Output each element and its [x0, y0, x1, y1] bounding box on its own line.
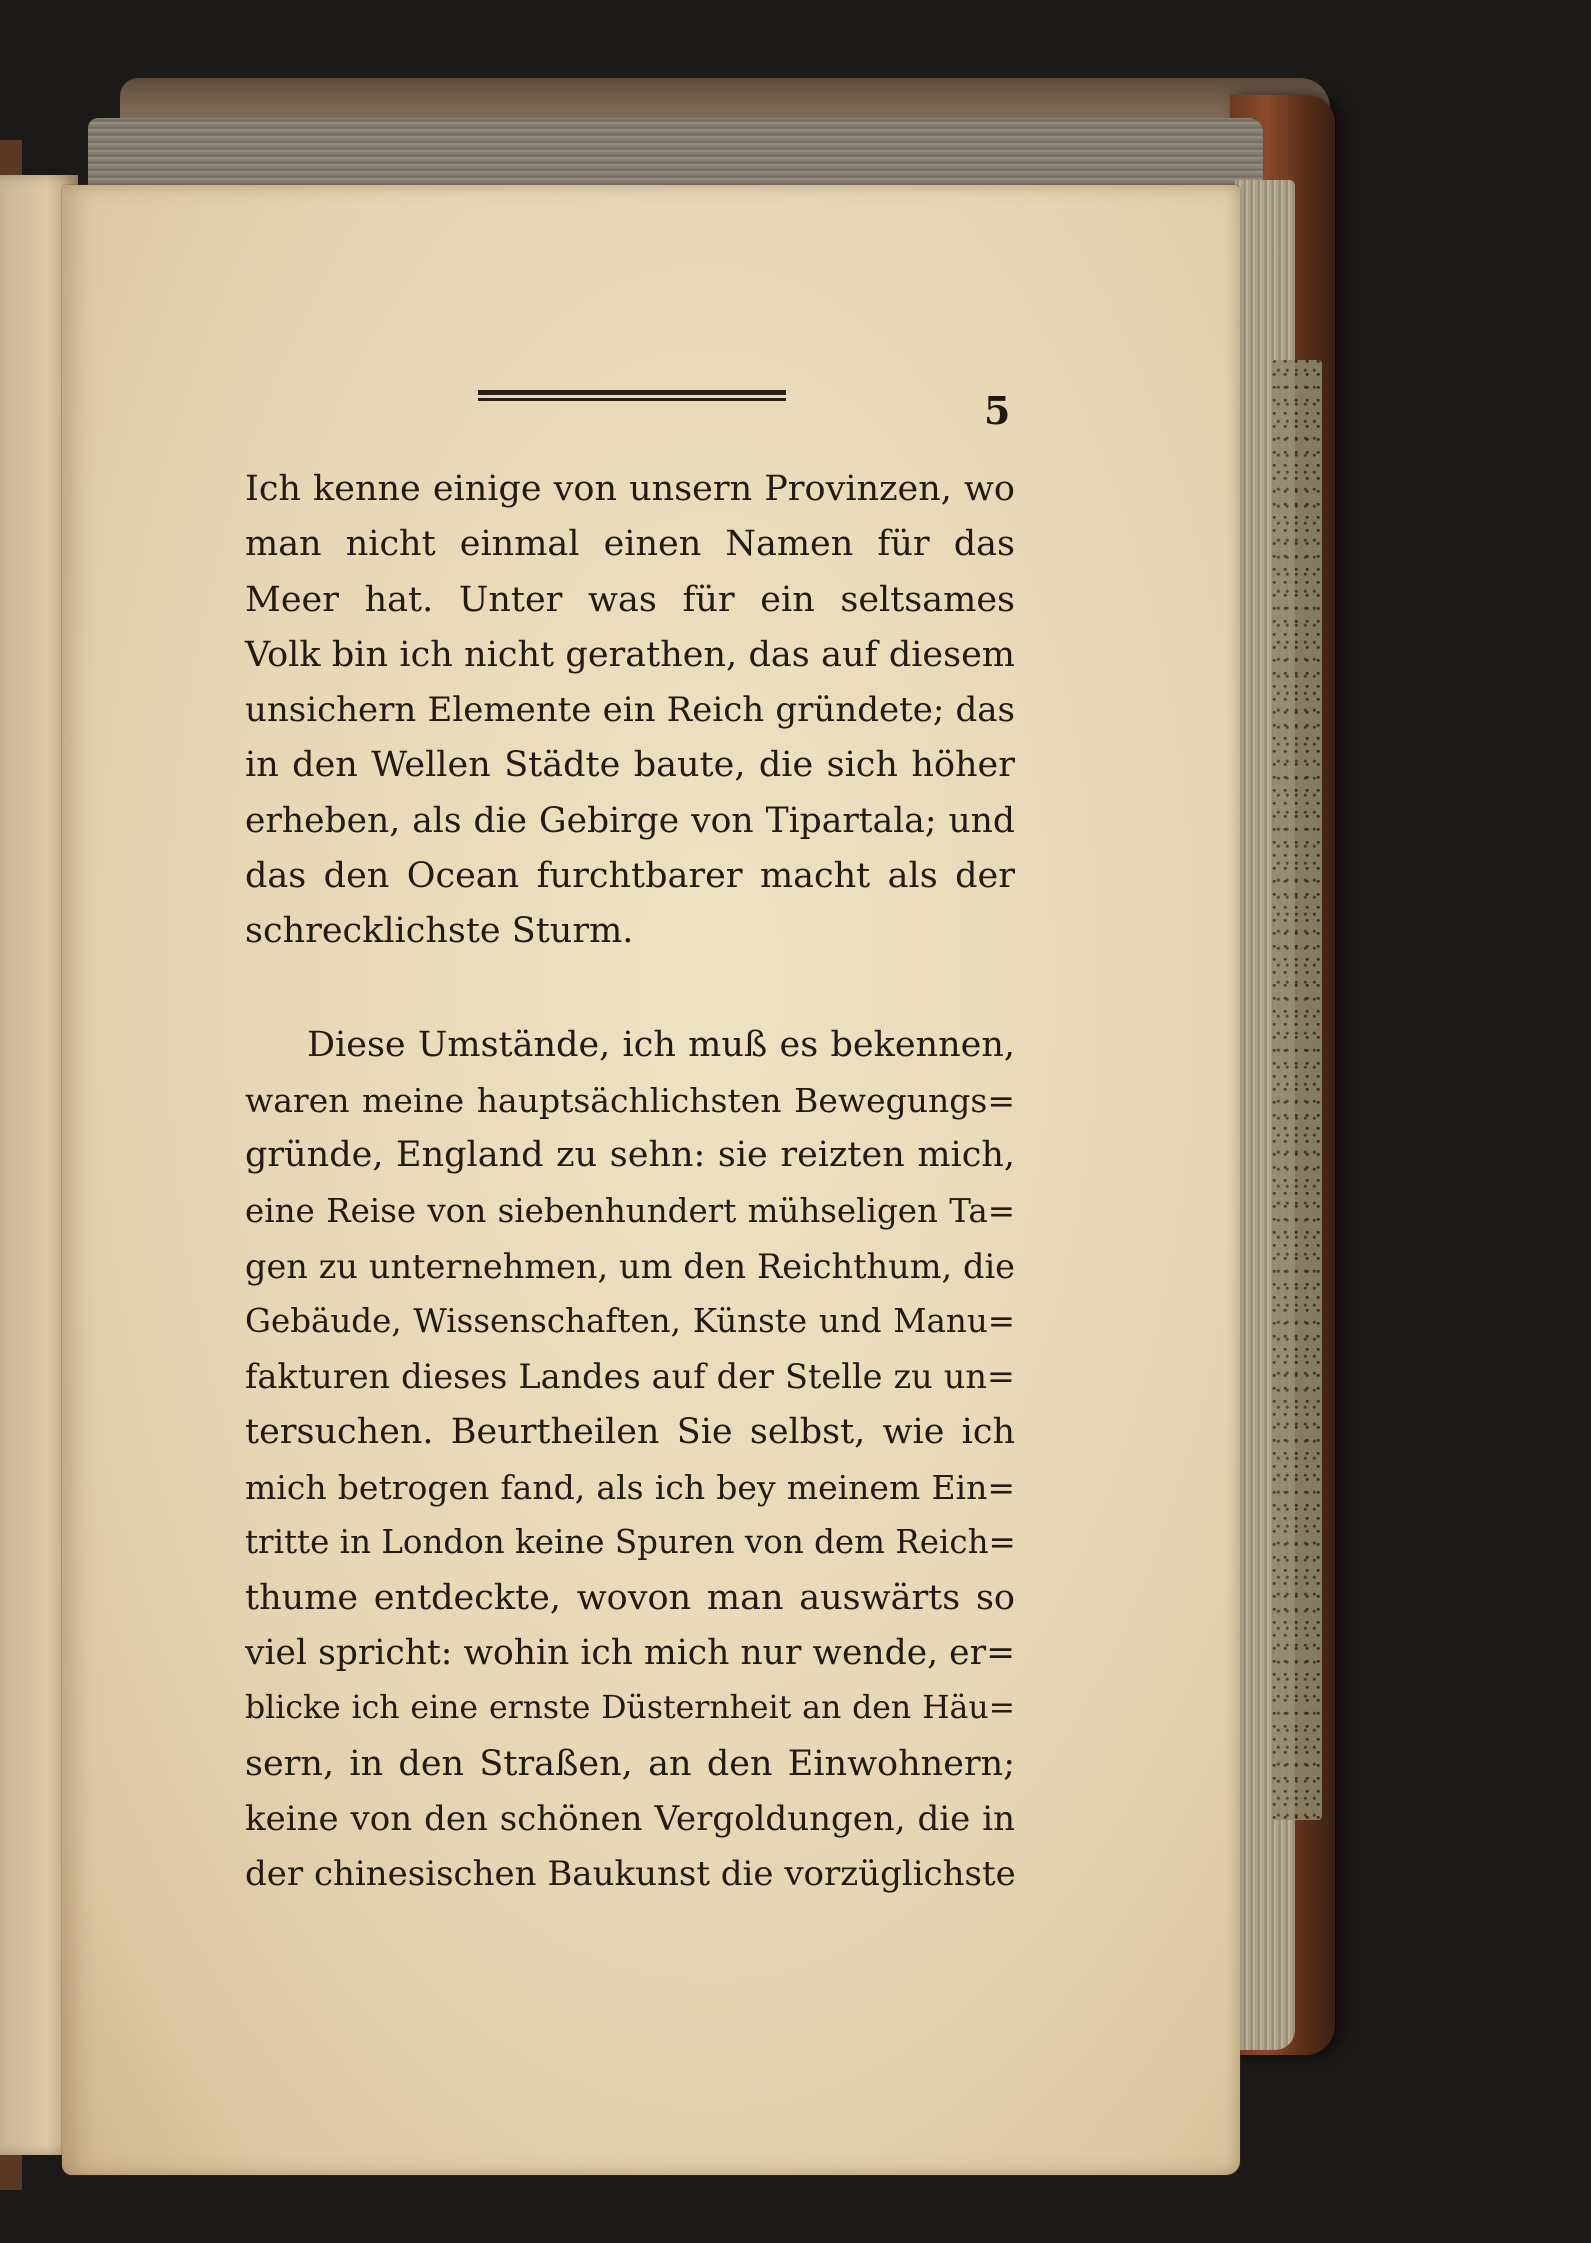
text-line: gründe, England zu sehn: sie reizten mich,	[245, 1135, 1015, 1176]
text-line: gen zu unternehmen, um den Reichthum, die	[245, 1246, 1015, 1286]
text-line: eine Reise von siebenhundert mühseligen Ta=	[245, 1191, 1015, 1230]
body-text	[245, 462, 1015, 1902]
text-line: Diese Umstände, ich muß es bekennen,	[307, 1024, 1015, 1065]
text-line: blicke ich eine ernste Düsternheit an den Häu=	[245, 1690, 1015, 1727]
text-line: der chinesischen Baukunst die vorzüglichste	[245, 1854, 1016, 1895]
text-line: fakturen dieses Landes auf der Stelle zu un=	[245, 1357, 1015, 1397]
text-line: schrecklichste Sturm.	[245, 911, 634, 952]
text-line: in den Wellen Städte baute, die sich höher	[245, 745, 1015, 786]
speckled-page-edge	[1272, 360, 1322, 1820]
paragraph-1	[245, 462, 1015, 960]
text-line: Gebäude, Wissenschaften, Künste und Manu=	[245, 1302, 1015, 1341]
text-line: mich betrogen fand, als ich bey meinem Ein=	[245, 1468, 1015, 1508]
text-line: Meer hat. Unter was für ein seltsames	[245, 579, 1015, 620]
text-line: viel spricht: wohin ich mich nur wende, er=	[245, 1632, 1015, 1673]
text-line: thume entdeckte, wovon man auswärts so	[245, 1577, 1015, 1618]
text-line: erheben, als die Gebirge von Tipartala; und	[245, 800, 1015, 841]
text-line: das den Ocean furchtbarer macht als der	[245, 856, 1015, 897]
paragraph-2	[245, 1018, 1015, 1903]
text-line: Volk bin ich nicht gerathen, das auf diesem	[245, 634, 1015, 675]
text-line: tritte in London keine Spuren von dem Reich=	[245, 1523, 1016, 1562]
text-line: man nicht einmal einen Namen für das	[245, 524, 1015, 565]
text-line: unsichern Elemente ein Reich gründete; das	[245, 690, 1015, 731]
header-rule-ornament	[478, 390, 786, 404]
text-line: waren meine hauptsächlichsten Bewegungs=	[245, 1080, 1015, 1120]
page-number: 5	[984, 388, 1011, 433]
text-line: sern, in den Straßen, an den Einwohnern;	[245, 1743, 1015, 1784]
text-line: tersuchen. Beurtheilen Sie selbst, wie ich	[245, 1411, 1015, 1452]
text-line: Ich kenne einige von unsern Provinzen, wo	[245, 469, 1015, 509]
text-line: keine von den schönen Vergoldungen, die in	[245, 1798, 1015, 1839]
